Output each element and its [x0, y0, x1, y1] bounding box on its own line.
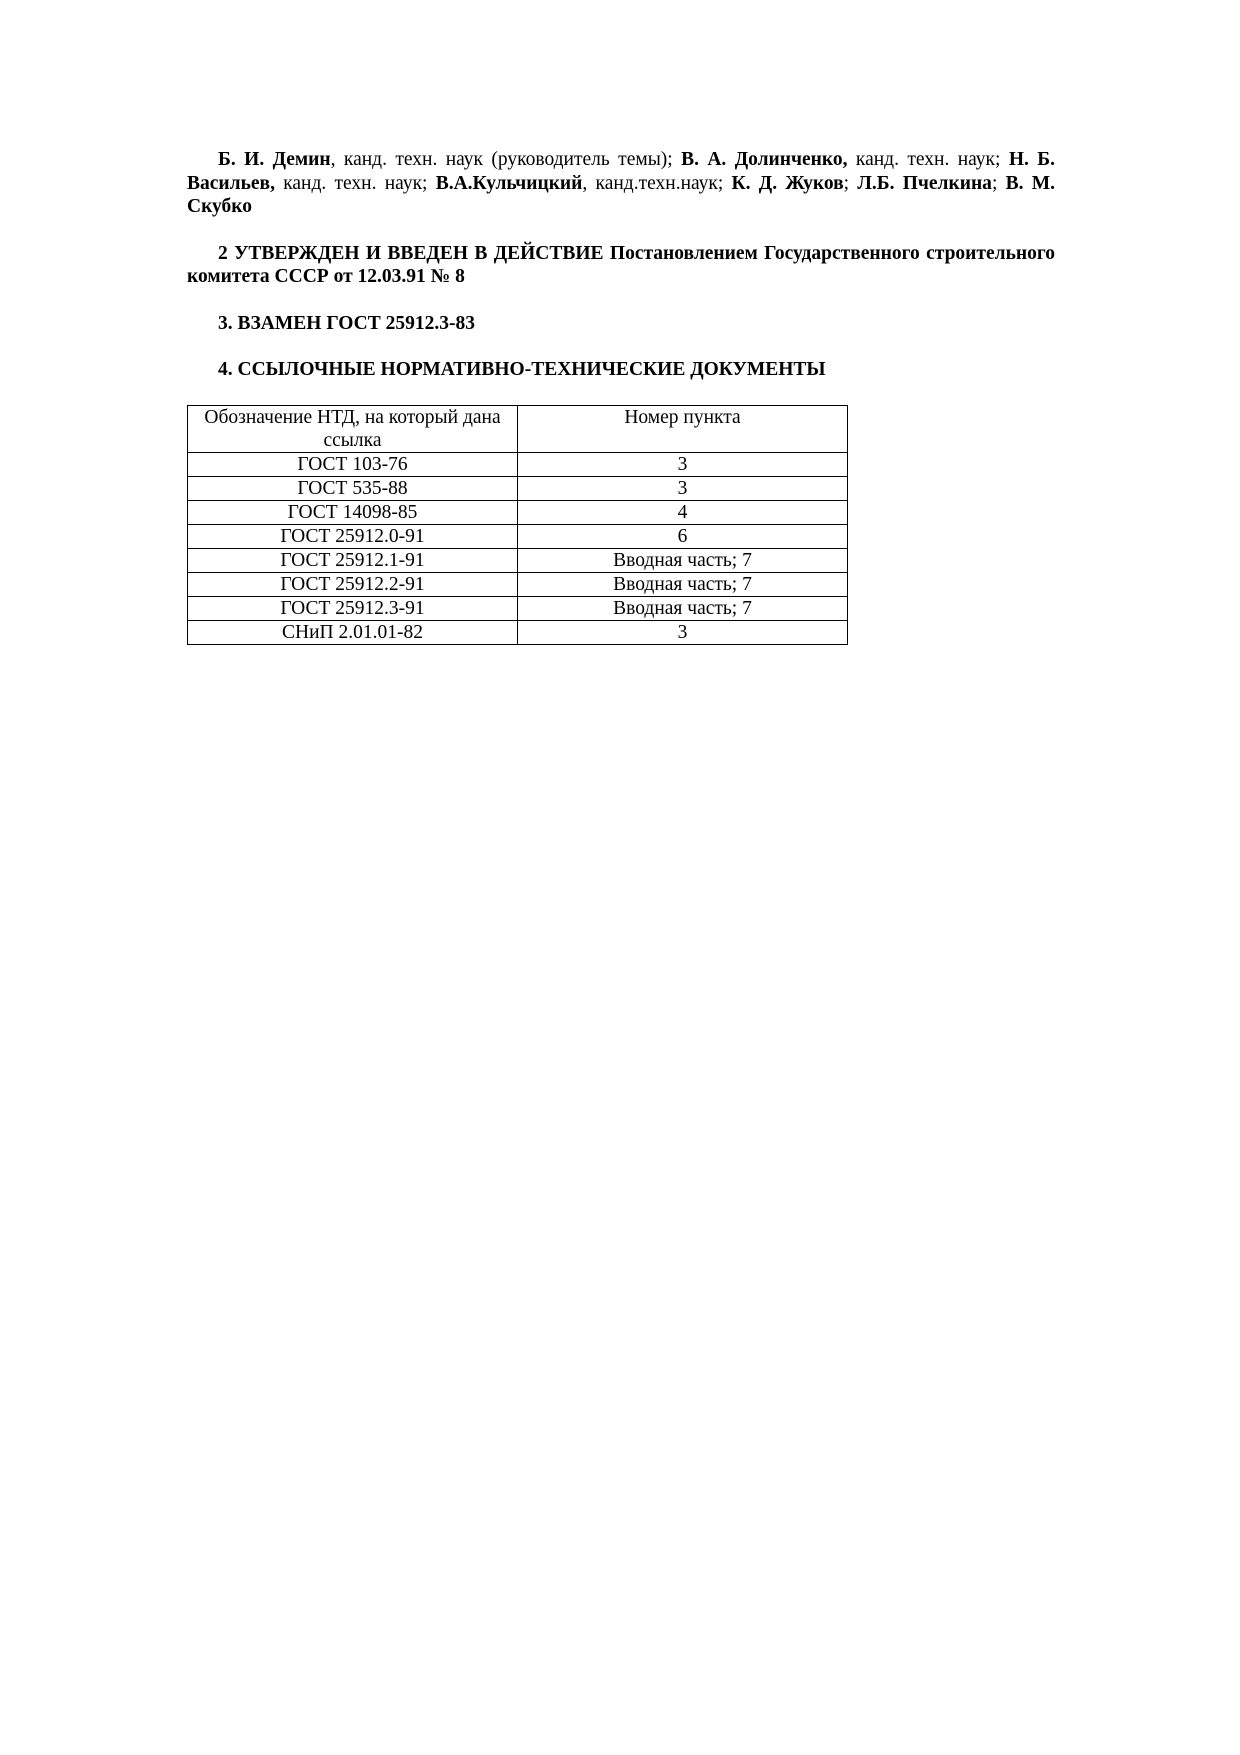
references-table: [187, 405, 848, 645]
author-name: В. М. Скубко: [187, 172, 1055, 217]
document-cell: ГОСТ 14098-85: [188, 500, 518, 524]
table-row: [188, 596, 848, 620]
author-title: , канд. техн. наук (руководитель темы);: [330, 149, 682, 170]
column-header-document: Обозначение НТД, на который дана ссылка: [188, 405, 518, 452]
document-cell: ГОСТ 535-88: [188, 476, 518, 500]
document-cell: ГОСТ 25912.1-91: [188, 548, 518, 572]
document-cell: СНиП 2.01.01-82: [188, 620, 518, 644]
document-cell: ГОСТ 25912.0-91: [188, 524, 518, 548]
author-title: канд. техн. наук;: [274, 172, 436, 194]
author-title: ;: [991, 172, 1006, 194]
author-name: Н. Б. Васильев,: [187, 149, 1056, 194]
replaces-heading: 3. ВЗАМЕН ГОСТ 25912.3-83: [218, 312, 475, 334]
table-row: [188, 524, 848, 548]
table-row: [188, 452, 848, 476]
clause-cell: 6: [518, 524, 848, 548]
table-row: [188, 548, 848, 572]
author-name: К. Д. Жуков: [731, 172, 844, 194]
clause-cell: Вводная часть; 7: [518, 572, 848, 596]
table-row: [188, 620, 848, 644]
document-content: [187, 148, 1055, 645]
table-row: [188, 572, 848, 596]
author-name: В.А.Кульчицкий: [435, 172, 583, 194]
table-header-row: [188, 405, 848, 452]
clause-cell: 3: [518, 476, 848, 500]
table-row: [188, 476, 848, 500]
clause-cell: 3: [518, 452, 848, 476]
authors-paragraph: [187, 148, 1055, 219]
references-heading: 4. ССЫЛОЧНЫЕ НОРМАТИВНО-ТЕХНИЧЕСКИЕ ДОКУМЕНТЫ: [218, 359, 826, 380]
author-title: ;: [843, 172, 858, 194]
document-cell: ГОСТ 25912.3-91: [188, 596, 518, 620]
document-cell: ГОСТ 25912.2-91: [188, 572, 518, 596]
table-row: [188, 500, 848, 524]
clause-cell: Вводная часть; 7: [518, 596, 848, 620]
author-title: канд. техн. наук;: [847, 149, 1009, 170]
document-cell: ГОСТ 103-76: [188, 452, 518, 476]
clause-cell: 3: [518, 620, 848, 644]
column-header-clause: Номер пункта: [518, 405, 848, 452]
author-title: , канд.техн.наук;: [582, 172, 732, 194]
author-name: В. А. Долинченко,: [681, 149, 848, 170]
clause-cell: Вводная часть; 7: [518, 548, 848, 572]
author-name: Б. И. Демин: [218, 149, 331, 170]
author-name: Л.Б. Пчелкина: [857, 172, 992, 194]
clause-cell: 4: [518, 500, 848, 524]
approval-paragraph: 2 УТВЕРЖДЕН И ВВЕДЕН В ДЕЙСТВИЕ Постановлением Государственного строительного комитета СССР от 12.03.91 № 8: [187, 242, 1055, 287]
